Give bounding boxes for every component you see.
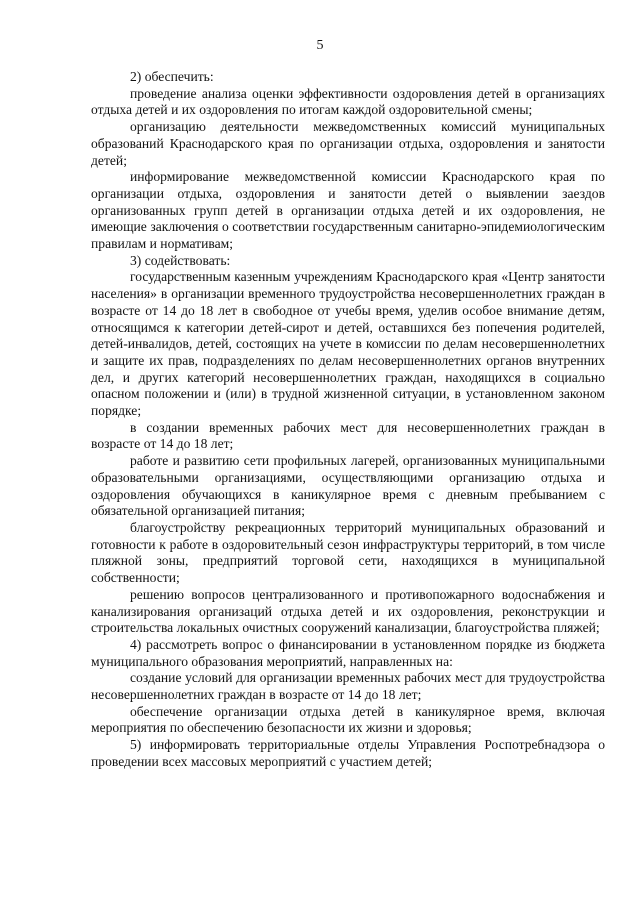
paragraph-4-heading: 4) рассмотреть вопрос о финансировании в установленном порядке из бюджета муниципального образования мероприятий, направленных на: <box>91 636 605 669</box>
paragraph: в создании временных рабочих мест для несовершеннолетних граждан в возрасте от 14 до 18 лет; <box>91 419 605 452</box>
paragraph: информирование межведомственной комиссии Краснодарского края по организации отдыха, оздоровления и занятости детей о выявлении заездов организованных групп детей в организации отдыха детей и их оздоровления, не имеющие заключения о соответствии государственным санитарно-эпидемиологическим правилам и нормативам; <box>91 169 605 252</box>
paragraph: работе и развитию сети профильных лагерей, организованных муниципальными образовательными организациями, осуществляющими организацию отдыха и оздоровления обучающихся в каникулярное время с дневным пребыванием с обязательной организацией питания; <box>91 453 605 519</box>
paragraph: проведение анализа оценки эффективности оздоровления детей в организациях отдыха детей и их оздоровления по итогам каждой оздоровительной смены; <box>91 85 605 118</box>
paragraph: обеспечение организации отдыха детей в каникулярное время, включая мероприятия по обеспечению безопасности их жизни и здоровья; <box>91 703 605 736</box>
paragraph: благоустройству рекреационных территорий муниципальных образований и готовности к работе в оздоровительный сезон инфраструктуры территорий, в том числе пляжной зоны, предприятий торговой сети, находящихся в муниципальной собственности; <box>91 519 605 586</box>
paragraph: создание условий для организации временных рабочих мест для трудоустройства несовершеннолетних граждан в возрасте от 14 до 18 лет; <box>91 670 605 703</box>
paragraph-5: 5) информировать территориальные отделы Управления Роспотребнадзора о проведении всех массовых мероприятий с участием детей; <box>91 737 605 769</box>
paragraph-3-heading: 3) содействовать: <box>130 252 231 268</box>
paragraph: решению вопросов централизованного и противопожарного водоснабжения и канализирования организаций отдыха детей и их оздоровления, реконструкции и строительства локальных очистных сооружений канализации, благоустройства пляжей; <box>91 586 605 636</box>
paragraph: организацию деятельности межведомственных комиссий муниципальных образований Краснодарского края по организации отдыха, оздоровления и занятости детей; <box>91 119 605 168</box>
paragraph: государственным казенным учреждениям Краснодарского края «Центр занятости населения» в организации временного трудоустройства несовершеннолетних граждан в возрасте от 14 до 18 лет в свободное от учебы время, уделив особое внимание детям, относящимся к категории детей-сирот и детей, оставшихся без попечения родителей, детей-инвалидов, детей, состоящих на учете в комиссии по делам несовершеннолетних и защите их прав, подразделениях по делам несовершеннолетних органов внутренних дел, и других категорий несовершеннолетних граждан, находящихся в социально опасном положении и (или) в трудной жизненной ситуации, в установленном законом порядке; <box>91 269 605 419</box>
paragraph-2-heading: 2) обеспечить: <box>130 69 214 84</box>
page-number: 5 <box>316 38 324 53</box>
document-body <box>91 69 605 771</box>
